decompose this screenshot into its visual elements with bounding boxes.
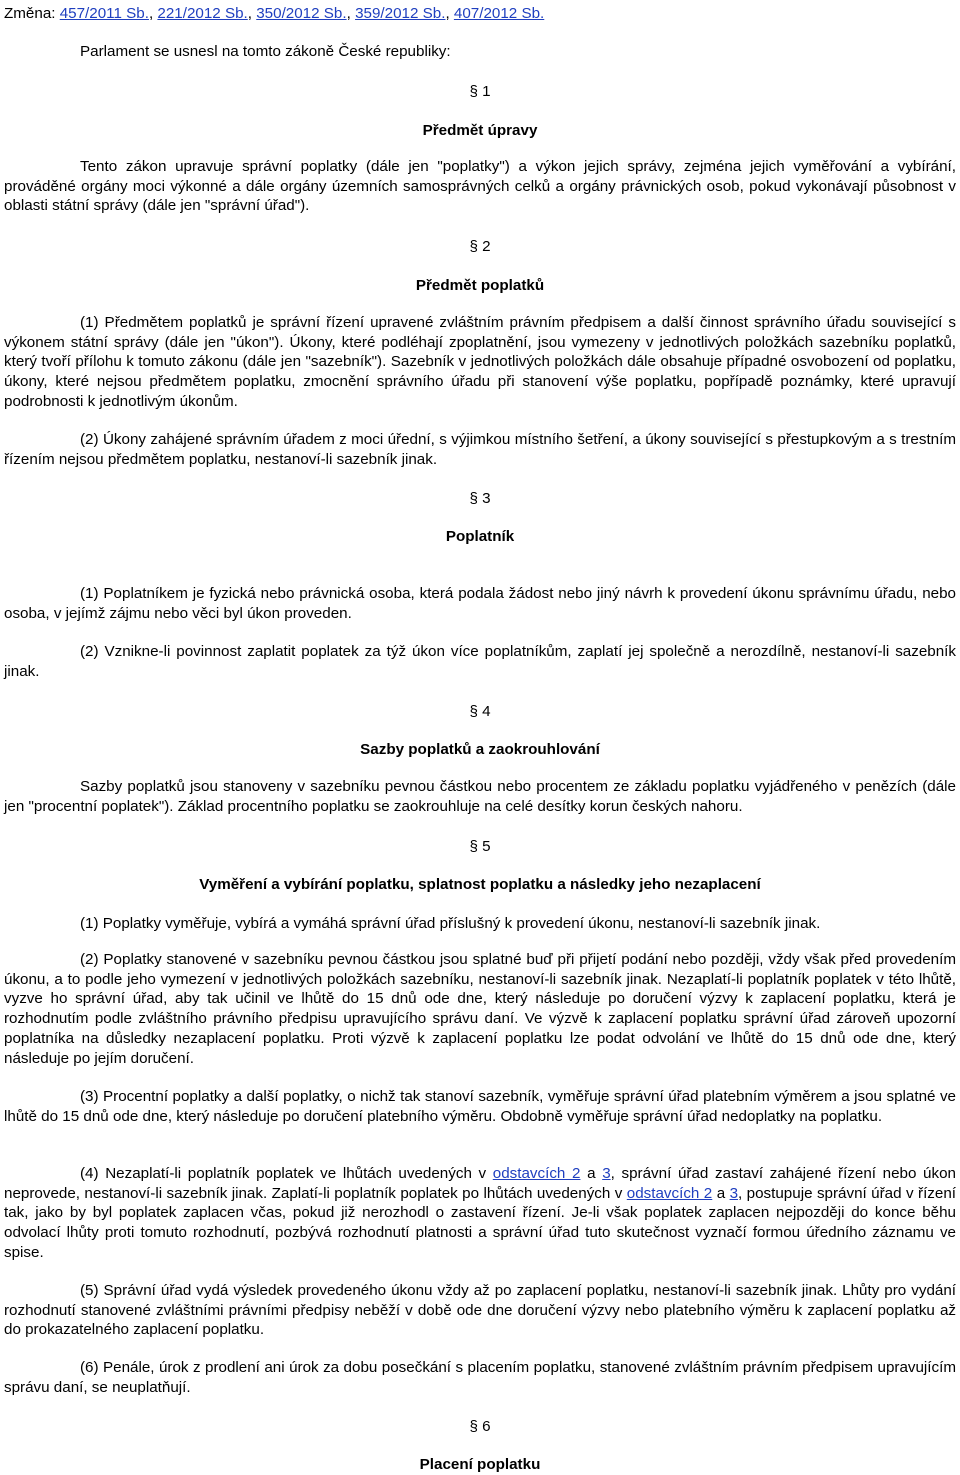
paragraph-link-odstavcich-2[interactable]: odstavcích 2 <box>492 1165 581 1182</box>
section-3-paragraph-1: (1) Poplatníkem je fyzická nebo právnická osoba, která podala žádost nebo jiný návrh k provedení úkonu správnímu úřadu, nebo osoba, v jejímž zájmu nebo věci byl úkon proveden. <box>4 585 956 622</box>
section-2-paragraph-2: (2) Úkony zahájené správním úřadem z moci úřední, s výjimkou místního šetření, a úkony související s přestupkovým a s trestním řízením nejsou předmětem poplatku, nestanoví-li sazebník jinak. <box>4 431 956 468</box>
section-4-number: § 4 <box>469 703 491 720</box>
section-4-paragraph: Sazby poplatků jsou stanoveny v sazebníku pevnou částkou nebo procentem ze základu poplatku vyjádřeného v penězích (dále jen "procentní poplatek"). Základ procentního poplatku se zaokrouhluje na celé desítky korun českých nahoru. <box>4 778 956 815</box>
paragraph-link-3-second[interactable]: 3 <box>729 1184 739 1202</box>
amendment-link-2[interactable]: 221/2012 Sb. <box>157 5 248 22</box>
section-5-paragraph-5: (5) Správní úřad vydá výsledek provedeného úkonu vždy až po zaplacení poplatku, nestanoví-li sazebník jinak. Lhůty pro vydání rozhodnutí stanovené zvláštními právními předpisy neběží v době ode dne doručení výzvy nebo platebního výměru k zaplacení poplatku až do prokazatelného zaplacení poplatku. <box>4 1282 956 1339</box>
section-5-paragraph-4: (4) Nezaplatí-li poplatník poplatek ve lhůtách uvedených v odstavcích 2 a 3, správní úřad zastaví zahájené řízení nebo úkon neprovede, nestanoví-li sazebník jinak. Zaplatí-li poplatník poplatek po lhůtách uvedených v odstavcích 2 a 3, postupuje správní úřad v řízení tak, jako by byl poplatek zaplacen včas, pokud již nerozhodl o zastavení řízení. Je-li však poplatek zaplacen nejpozději do konce běhu odvolací lhůty proti tomuto rozhodnutí, pozbývá rozhodnutí platnosti a správní úřad tuto skutečnost vyznačí formou úředního záznamu ve spise. <box>4 1165 956 1261</box>
amendments-line: Změna: 457/2011 Sb., 221/2012 Sb., 350/2012 Sb., 359/2012 Sb., 407/2012 Sb. <box>4 5 545 22</box>
section-2-paragraph-1: (1) Předmětem poplatků je správní řízení upravené zvláštním právním předpisem a další činnost správního úřadu související s výkonem státní správy (dále jen "úkon"). Úkony, které podléhají zpoplatnění, jsou vymezeny v jednotlivých položkách sazebníku poplatků, který tvoří přílohu k tomuto zákonu (dále jen "sazebník"). Sazebník v jednotlivých položkách dále obsahuje případné osvobození od poplatku, úkony, které nejsou předmětem poplatku, zmocnění správního úřadu při stanovení výše poplatku, popřípadě poznámky, které upravují podrobnosti k jednotlivým úkonům. <box>4 314 956 410</box>
section-2-number: § 2 <box>469 238 491 255</box>
paragraph-link-odstavcich-2-second[interactable]: odstavcích 2 <box>626 1184 713 1202</box>
section-5-paragraph-6: (6) Penále, úrok z prodlení ani úrok za dobu posečkání s placením poplatku, stanovené zvláštním právním předpisem upravujícím správu daní, se neuplatňují. <box>4 1359 956 1396</box>
section-2-title: Předmět poplatků <box>415 277 545 294</box>
section-3-paragraph-2: (2) Vznikne-li povinnost zaplatit poplatek za týž úkon více poplatníkům, zaplatí jej společně a nerozdílně, nestanoví-li sazebník jinak. <box>4 643 956 680</box>
section-5-paragraph-1: (1) Poplatky vyměřuje, vybírá a vymáhá správní úřad příslušný k provedení úkonu, nestanoví-li sazebník jinak. <box>80 915 821 932</box>
amendments-prefix: Změna: <box>4 5 60 22</box>
paragraph-link-3[interactable]: 3 <box>602 1165 611 1182</box>
section-6-title: Placení poplatku <box>419 1456 541 1473</box>
section-5-paragraph-3: (3) Procentní poplatky a další poplatky, o nichž tak stanoví sazebník, vyměřuje správní úřad platebním výměrem a jsou splatné ve lhůtě do 15 dnů ode dne, který následuje po doručení platebního výměru. Obdobně vyměřuje správní úřad nedoplatky na poplatku. <box>4 1088 956 1125</box>
amendment-link-3[interactable]: 350/2012 Sb. <box>256 5 347 22</box>
section-5-title: Vyměření a vybírání poplatku, splatnost poplatku a následky jeho nezaplacení <box>199 876 761 893</box>
preamble: Parlament se usnesl na tomto zákoně České republiky: <box>80 43 451 60</box>
section-6-number: § 6 <box>469 1418 491 1435</box>
amendment-link-5[interactable]: 407/2012 Sb. <box>453 5 545 22</box>
section-1-number: § 1 <box>469 83 491 100</box>
section-3-title: Poplatník <box>445 528 515 545</box>
amendment-link-4[interactable]: 359/2012 Sb. <box>355 5 446 22</box>
amendment-link-1[interactable]: 457/2011 Sb. <box>59 5 149 22</box>
section-4-title: Sazby poplatků a zaokrouhlování <box>360 741 600 758</box>
section-5-paragraph-2: (2) Poplatky stanovené v sazebníku pevnou částkou jsou splatné buď při přijetí podání nebo později, vždy však před provedením úkonu, a to podle jeho vymezení v jednotlivých položkách sazebníku, nestanoví-li sazebník jinak. Nezaplatí-li poplatník poplatek v této lhůtě, vyzve ho správní úřad, aby tak učinil ve lhůtě do 15 dnů ode dne, který následuje po doručení výzvy k zaplacení poplatku, která je rozhodnutím podle zvláštního právního předpisu upravujícího správu daní. Ve výzvě k zaplacení poplatku správní úřad zároveň upozorní poplatníka na důsledky nezaplacení poplatku. Proti výzvě k zaplacení poplatku lze podat odvolání ve lhůtě do 15 dnů ode dne, který následuje po jejím doručení. <box>4 951 956 1067</box>
section-1-title: Předmět úpravy <box>422 122 538 139</box>
section-1-paragraph: Tento zákon upravuje správní poplatky (dále jen "poplatky") a výkon jejich správy, zejména jejich vyměřování a vybírání, prováděné orgány moci výkonné a dále orgány územních samosprávných celků a orgány právnických osob, pokud vykonávají působnost v oblasti státní správy (dále jen "správní úřad"). <box>4 158 956 215</box>
section-5-number: § 5 <box>469 838 491 855</box>
section-3-number: § 3 <box>469 490 491 507</box>
